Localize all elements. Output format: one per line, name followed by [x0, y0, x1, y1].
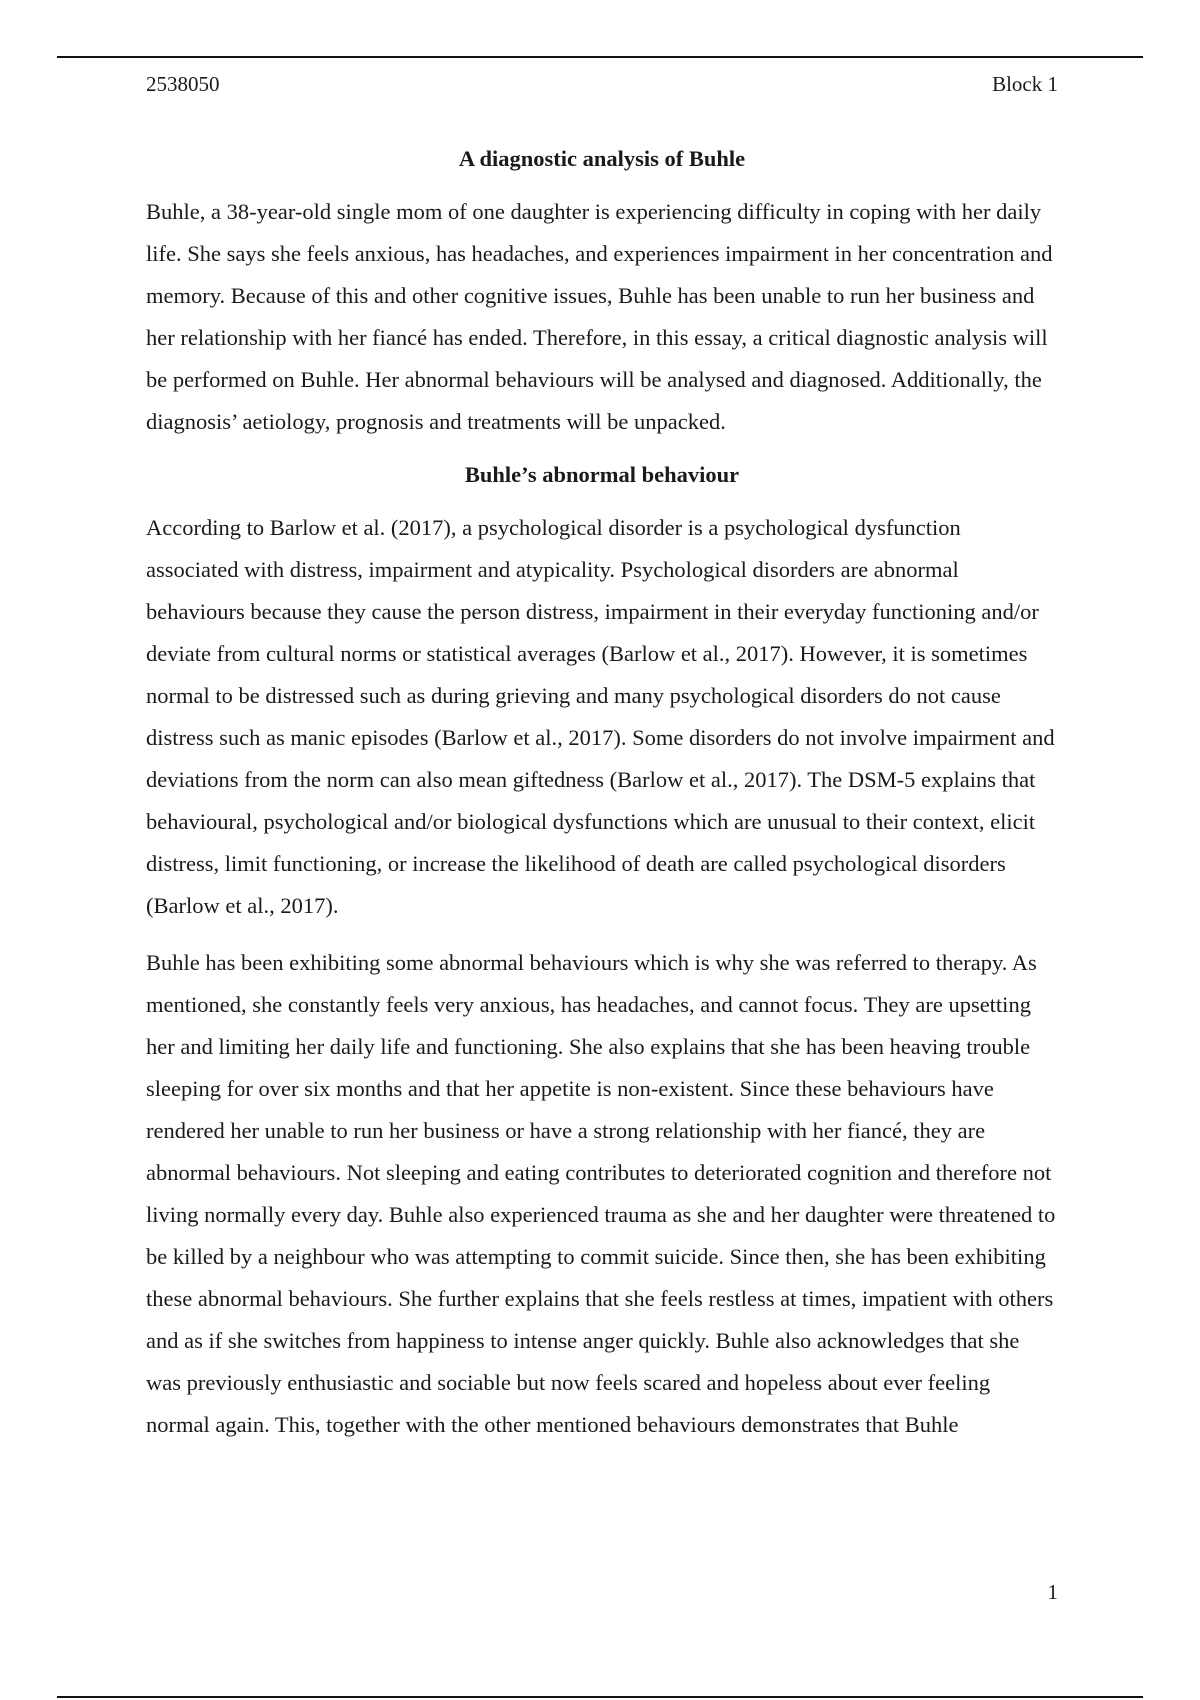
student-number: 2538050 [146, 72, 220, 96]
section-paragraph-1: According to Barlow et al. (2017), a psychological disorder is a psychological dysfunction associated with distress, impairment and atypicality. Psychological disorders are abnormal behaviours because they cause the person distress, impairment in their everyday functioning and/or deviate from cultural norms or statistical averages (Barlow et al., 2017). However, it is sometimes normal to be distressed such as during grieving and many psychological disorders do not cause distress such as manic episodes (Barlow et al., 2017). Some disorders do not involve impairment and deviations from the norm can also mean giftedness (Barlow et al., 2017). The DSM-5 explains that behavioural, psychological and/or biological dysfunctions which are unusual to their context, elicit distress, limit functioning, or increase the likelihood of death are called psychological disorders (Barlow et al., 2017). [146, 515, 1055, 918]
page-header [146, 70, 1058, 98]
section-paragraph-2: Buhle has been exhibiting some abnormal behaviours which is why she was referred to therapy. As mentioned, she constantly feels very anxious, has headaches, and cannot focus. They are upsetting her and limiting her daily life and functioning. She also explains that she has been heaving trouble sleeping for over six months and that her appetite is non-existent. Since these behaviours have rendered her unable to run her business or have a strong relationship with her fiancé, they are abnormal behaviours. Not sleeping and eating contributes to deteriorated cognition and therefore not living normally every day. Buhle also experienced trauma as she and her daughter were threatened to be killed by a neighbour who was attempting to commit suicide. Since then, she has been exhibiting these abnormal behaviours. She further explains that she feels restless at times, impatient with others and as if she switches from happiness to intense anger quickly. Buhle also acknowledges that she was previously enthusiastic and sociable but now feels scared and hopeless about ever feeling normal again. This, together with the other mentioned behaviours demonstrates that Buhle [146, 950, 1056, 1437]
section-heading: Buhle’s abnormal behaviour [464, 462, 740, 487]
block-label: Block 1 [992, 72, 1058, 96]
page-number: 1 [1047, 1580, 1058, 1604]
document-page [146, 0, 1058, 1700]
document-body [146, 142, 1058, 1461]
footer-rule [57, 1696, 1143, 1698]
intro-paragraph: Buhle, a 38-year-old single mom of one daughter is experiencing difficulty in coping with her daily life. She says she feels anxious, has headaches, and experiences impairment in her concentration and memory. Because of this and other cognitive issues, Buhle has been unable to run her business and her relationship with her fiancé has ended. Therefore, in this essay, a critical diagnostic analysis will be performed on Buhle. Her abnormal behaviours will be analysed and diagnosed. Additionally, the diagnosis’ aetiology, prognosis and treatments will be unpacked. [146, 199, 1053, 434]
document-title: A diagnostic analysis of Buhle [458, 146, 746, 171]
